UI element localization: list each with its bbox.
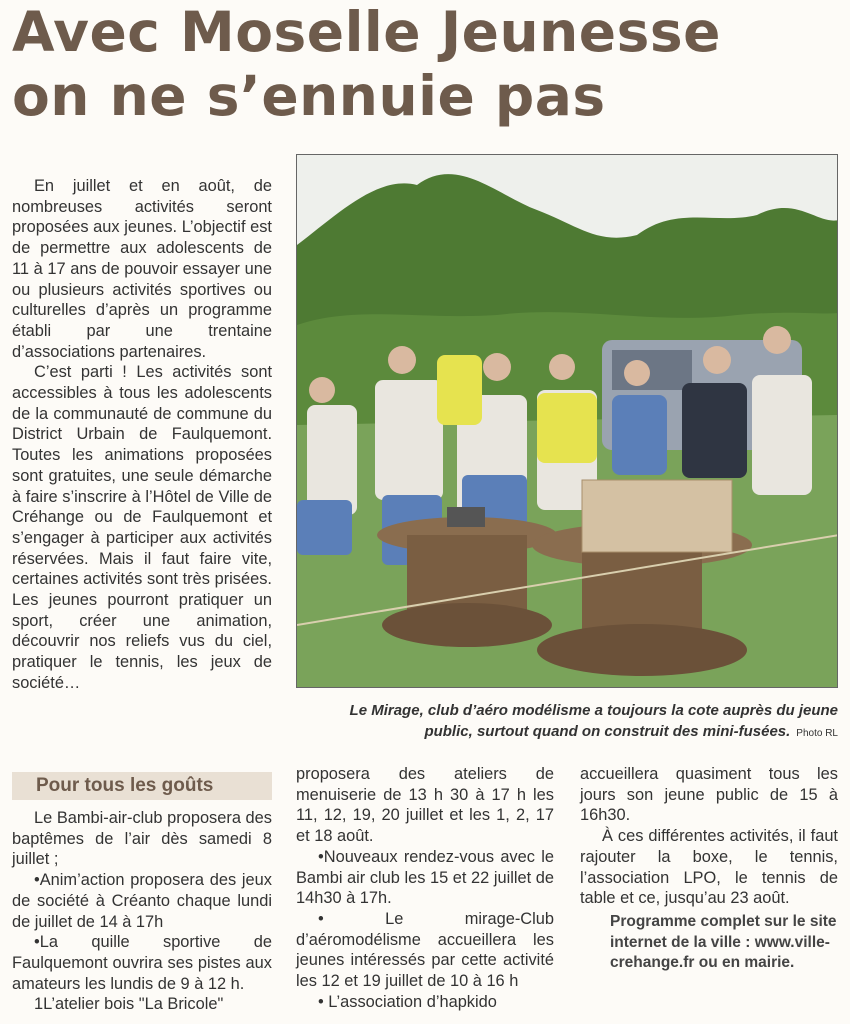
caption-text: Le Mirage, club d’aéro modélisme a toujours la cote auprès du jeune public, surtout quand on construit des mini-fusées. [349,702,838,740]
headline [12,0,721,128]
column-4 [580,764,838,909]
intro-paragraph-1: En juillet et en août, de nombreuses activités seront proposées aux jeunes. L’objectif est de permettre aux adolescents de 11 à 17 ans de pouvoir essayer une ou plusieurs activités sportives ou culturelles d’après un programme établi par une trentaine d’associations partenaires. [12,177,272,361]
headline-line-1: Avec Moselle Jeunesse [12,0,721,64]
column-2 [12,808,272,1015]
headline-line-2: on ne s’ennuie pas [12,64,606,128]
col4-paragraph-2: À ces différentes activités, il faut rajouter la boxe, le tennis, l’association LPO, le tennis de table et ce, jusqu’au 23 août. [580,827,838,908]
col3-paragraph-2: •Nouveaux rendez-vous avec le Bambi air club les 15 et 22 juillet de 14h30 à 17h. [296,847,554,908]
col2-paragraph-2: •Anim’action proposera des jeux de société à Créanto chaque lundi de juillet de 14 à 17h [12,871,272,931]
photo-illustration [297,155,838,688]
article-photo [296,154,838,688]
photo-credit: Photo RL [796,728,838,739]
col4-paragraph-1: accueillera quasiment tous les jours son jeune public de 15 à 16h30. [580,765,838,825]
col3-paragraph-3: • Le mirage-Club d’aéromodélisme accueillera les jeunes intéressés par cette activité les 12 et 19 juillet de 10 à 16 h [296,909,554,991]
photo-caption [298,700,838,744]
col3-paragraph-1: proposera des ateliers de menuiserie de 13 h 30 à 17 h les 11, 12, 19, 20 juillet et les 1, 2, 17 et 18 août. [296,765,554,846]
column-3 [296,764,554,1012]
intro-column [12,176,272,694]
col3-paragraph-4: • L’association d’hapkido [318,992,497,1011]
section-subheading: Pour tous les goûts [12,772,272,800]
program-note: Programme complet sur le site internet de la ville : www.ville-crehange.fr ou en mairie. [610,913,837,972]
col2-paragraph-4: 1L’atelier bois "La Bricole" [34,995,224,1014]
intro-paragraph-2: C’est parti ! Les activités sont accessibles à tous les adolescents de la communauté de commune du District Urbain de Faulquemont. Toutes les animations proposées sont gratuites, une seule démarche à faire s’inscrire à l’Hôtel de Ville de Créhange ou de Faulquemont et s’engager à participer aux activités réservées. Mais il faut faire vite, certaines activités sont très prisées. Les jeunes pourront pratiquer un sport, créer une animation, découvrir nos reliefs vus du ciel, pratiquer le tennis, les jeux de société… [12,363,272,692]
col2-paragraph-3: •La quille sportive de Faulquemont ouvrira ses pistes aux amateurs les lundis de 9 à 12 h. [12,933,272,993]
col2-paragraph-1: Le Bambi-air-club proposera des baptêmes de l’air dès samedi 8 juillet ; [12,809,272,869]
